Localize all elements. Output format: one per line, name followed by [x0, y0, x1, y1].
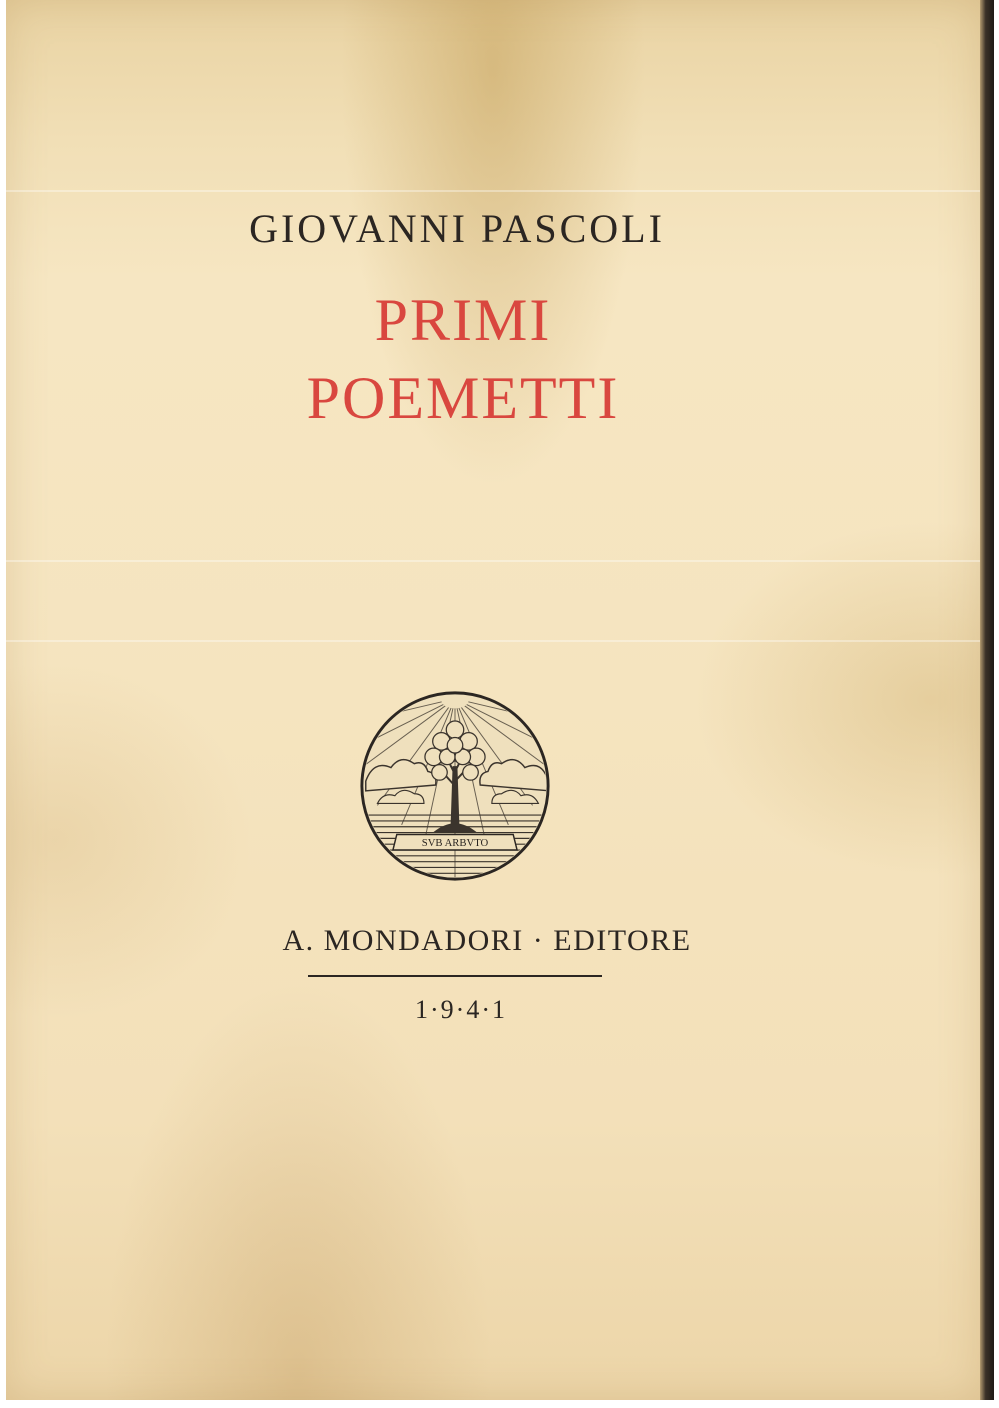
divider-rule [308, 975, 602, 977]
paper-crease [6, 560, 980, 562]
book-title-line-2: POEMETTI [306, 365, 620, 431]
emblem-motto: SVB ARBVTO [421, 837, 489, 850]
publication-year: 1·9·4·1 [415, 995, 507, 1024]
publisher-name: A. MONDADORI · EDITORE [282, 924, 692, 957]
tree-sun-emblem-icon [358, 689, 552, 883]
paper-crease [6, 640, 980, 642]
author-name: GIOVANNI PASCOLI [249, 206, 665, 251]
book-cover [6, 0, 980, 1400]
book-title-line-1: PRIMI [374, 287, 552, 353]
paper-crease [6, 190, 980, 192]
book-edge [980, 0, 994, 1400]
